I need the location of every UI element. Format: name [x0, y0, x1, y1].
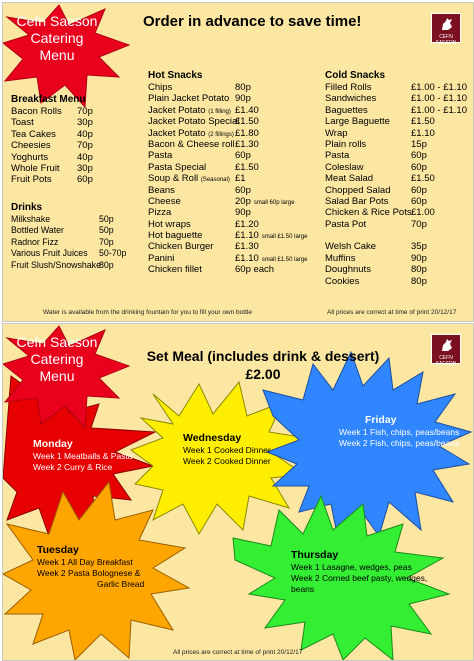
price-value: £1.50 — [235, 161, 259, 173]
item-name: Yoghurts — [11, 151, 49, 163]
day-monday — [33, 437, 133, 473]
price-value: 70p — [411, 218, 427, 230]
price-value: 60p — [235, 150, 251, 162]
title-line: Cefn Saeson — [16, 334, 98, 350]
item-price — [77, 174, 93, 185]
drinks-title: Drinks — [11, 202, 43, 213]
price-value: 90p — [235, 93, 251, 105]
item-price — [411, 128, 435, 139]
price-value: 60p — [411, 161, 427, 173]
item-name: Hot wraps — [148, 218, 191, 230]
menu-item — [11, 163, 101, 174]
menu-item — [148, 230, 308, 241]
item-name: Chicken & Rice Pots — [325, 207, 412, 219]
item-name: Bottled Water — [11, 225, 64, 236]
item-price — [411, 264, 427, 275]
menu-item — [148, 264, 308, 275]
price-value: 35p — [411, 241, 427, 253]
price-value: £1.50 — [235, 116, 259, 128]
menu-item — [325, 139, 470, 150]
item-name: Plain rolls — [325, 138, 367, 150]
price-value: 60p — [411, 150, 427, 162]
item-price — [411, 162, 427, 173]
logo-text: CEFN SAESON — [435, 34, 457, 46]
item-price — [77, 163, 93, 174]
menu-item — [11, 129, 101, 140]
item-price — [99, 260, 114, 271]
item-note: (2 fillings) — [208, 131, 234, 138]
menu-item — [325, 253, 470, 264]
price-value: £1.80 — [235, 127, 259, 139]
item-name: Radnor Fizz — [11, 236, 59, 247]
cold-snacks-list — [325, 82, 470, 287]
price-value: £1 — [235, 173, 246, 185]
price-value: 50p — [99, 214, 114, 224]
day-line: Week 2 Fish, chips, peas/beans — [339, 438, 460, 448]
price-value: £1.30 — [235, 241, 259, 253]
cold-snacks-title: Cold Snacks — [325, 70, 386, 81]
item-name: Pasta — [148, 150, 173, 162]
item-name: Doughnuts — [325, 264, 371, 276]
day-friday — [339, 413, 469, 449]
title-line: Menu — [39, 368, 75, 384]
item-name: Pasta Pot — [325, 218, 367, 230]
price-value: £1.00 - £1.10 — [411, 104, 467, 116]
price-value: 80p — [411, 275, 427, 287]
menu-item — [11, 152, 101, 163]
day-line: Week 1 Cooked Dinner — [183, 445, 271, 455]
menu-item — [325, 162, 470, 173]
item-price — [411, 105, 467, 116]
item-name: Wrap — [325, 127, 348, 139]
price-extra: small 60p large — [253, 199, 295, 206]
price-value: 15p — [411, 138, 427, 150]
item-name: Chopped Salad — [325, 184, 391, 196]
item-price — [411, 207, 435, 218]
item-name: Cheesies — [11, 140, 51, 152]
menu-item — [148, 139, 308, 150]
day-name: Monday — [33, 438, 73, 450]
menu-item — [148, 185, 308, 196]
item-name: Fruit Pots — [11, 174, 52, 186]
menu-item — [325, 105, 470, 116]
menu-item — [325, 230, 470, 241]
day-name: Wednesday — [183, 432, 242, 444]
price-value: £1.10 — [235, 230, 259, 242]
item-price — [411, 253, 427, 264]
item-name: Jacket Potato — [148, 104, 209, 116]
price-value: 90p — [411, 252, 427, 264]
price-value: 60p — [235, 184, 251, 196]
breakfast-list — [11, 106, 101, 186]
item-name: Panini — [148, 252, 175, 264]
menu-item — [11, 225, 131, 236]
day-line: Week 1 Lasagne, wedges, peas — [291, 562, 412, 572]
day-name: Friday — [365, 414, 397, 426]
menu-item — [325, 116, 470, 127]
item-name: Milkshake — [11, 214, 51, 224]
price-value: 40p — [77, 128, 93, 140]
price-value: 80p — [99, 259, 114, 270]
item-price — [99, 248, 126, 259]
menu-item — [148, 82, 308, 93]
day-line: Week 2 Pasta Bolognese & — [37, 568, 141, 578]
day-thursday — [291, 548, 427, 595]
price-value: 60p each — [235, 264, 275, 276]
item-name: Cookies — [325, 275, 360, 287]
item-note: (Seasonal) — [200, 177, 230, 184]
item-name: Cheese — [148, 195, 181, 207]
item-name: Soup & Roll — [148, 173, 201, 185]
day-line: Garlic Bread — [97, 579, 145, 589]
menu-item — [148, 105, 308, 116]
menu-item — [325, 241, 470, 252]
item-price — [411, 185, 427, 196]
page-headline: Order in advance to save time! — [143, 13, 362, 30]
menu-item — [325, 128, 470, 139]
menu-item — [148, 128, 308, 139]
menu-item — [11, 248, 131, 259]
menu-item — [11, 140, 101, 151]
menu-item — [325, 93, 470, 104]
day-wednesday — [183, 431, 271, 467]
price-value: £1.00 - £1.10 — [411, 82, 467, 93]
price-value: £1.50 — [411, 116, 435, 128]
item-price — [99, 225, 114, 236]
price-value: 50p — [99, 225, 114, 236]
hot-snacks-list — [148, 82, 308, 276]
price-note: All prices are correct at time of print 20/12/17 — [173, 649, 303, 656]
item-name: Baguettes — [325, 104, 368, 116]
item-name: Bacon Rolls — [11, 106, 62, 117]
rooster-icon — [440, 18, 454, 31]
day-line: Week 1 Fish, chips, peas/beans — [339, 427, 460, 437]
item-price — [77, 152, 93, 163]
item-name: Bacon & Cheese roll — [148, 138, 235, 150]
menu-item — [11, 117, 101, 128]
menu-item — [148, 241, 308, 252]
breakfast-title: Breakfast Menu — [11, 94, 86, 105]
set-meal-price: £2.00 — [245, 366, 281, 382]
item-name: Tea Cakes — [11, 128, 56, 140]
title-line: Cefn Saeson — [16, 13, 98, 29]
day-name: Thursday — [291, 549, 339, 561]
drinks-list — [11, 214, 131, 271]
menu-item — [325, 264, 470, 275]
price-value: £1.10 — [411, 127, 435, 139]
item-note: (1 filling) — [208, 108, 231, 115]
school-logo — [431, 334, 461, 367]
price-value: 20p — [235, 195, 251, 207]
item-price — [411, 116, 435, 127]
item-name: Sandwiches — [325, 93, 377, 105]
price-value: £1.50 — [411, 173, 435, 185]
menu-panel-bottom — [2, 323, 474, 661]
title-line: Menu — [39, 47, 75, 63]
price-value: 60p — [411, 195, 427, 207]
item-name: Chicken fillet — [148, 264, 202, 276]
item-name: Filled Rolls — [325, 82, 372, 93]
water-note: Water is available from the drinking fountain for you to fill your own bottle — [43, 309, 252, 316]
menu-item — [148, 207, 308, 218]
item-name: Pizza — [148, 207, 172, 219]
menu-item — [325, 173, 470, 184]
price-extra: small £1.50 large — [261, 234, 308, 241]
day-line: Week 2 Curry & Rice — [33, 462, 113, 472]
menu-item — [325, 196, 470, 207]
item-name: Toast — [11, 117, 34, 129]
price-value: 30p — [77, 117, 93, 129]
day-name: Tuesday — [37, 544, 79, 556]
price-value: 50-70p — [99, 248, 127, 259]
set-meal-title: Set Meal (includes drink & dessert) — [146, 348, 380, 364]
rooster-icon — [440, 339, 454, 352]
menu-item — [148, 93, 308, 104]
item-price — [77, 117, 93, 128]
item-name: Chips — [148, 82, 173, 93]
item-name: Pasta — [325, 150, 350, 162]
item-price — [99, 214, 114, 225]
menu-item — [325, 276, 470, 287]
title-line: Catering — [30, 30, 84, 46]
item-price — [411, 139, 427, 150]
item-name: Fruit Slush/Snowshake — [11, 259, 101, 270]
menu-item — [148, 219, 308, 230]
price-extra: small £1.50 large — [261, 256, 308, 263]
price-value: 60p — [411, 184, 427, 196]
item-name: Meat Salad — [325, 173, 374, 185]
menu-item — [11, 214, 131, 225]
menu-item — [148, 173, 308, 184]
menu-item — [11, 237, 131, 248]
day-line: Week 2 Corned beef pasty, wedges, — [291, 573, 428, 583]
item-price — [77, 140, 93, 151]
price-value: 90p — [235, 207, 251, 219]
item-name: Chicken Burger — [148, 241, 214, 253]
school-logo — [431, 13, 461, 46]
menu-item — [148, 150, 308, 161]
item-name: Whole Fruit — [11, 162, 60, 174]
price-value: £1.20 — [235, 218, 259, 230]
item-name: Pasta Special — [148, 161, 207, 173]
day-tuesday — [37, 543, 144, 590]
price-value: 70p — [77, 140, 93, 152]
price-value: £1.00 — [411, 207, 435, 219]
item-name: Hot baguette — [148, 230, 203, 242]
item-price — [411, 196, 427, 207]
logo-text: CEFN SAESON — [435, 355, 457, 367]
item-price — [411, 276, 427, 287]
item-name: Salad Bar Pots — [325, 195, 389, 207]
item-name: Various Fruit Juices — [11, 248, 88, 259]
price-value: £1.40 — [235, 104, 259, 116]
price-value: 40p — [77, 151, 93, 163]
item-price — [411, 82, 467, 93]
item-name: Welsh Cake — [325, 241, 377, 253]
item-price — [411, 150, 427, 161]
item-name: Jacket Potato Special — [148, 116, 240, 128]
menu-item — [148, 162, 308, 173]
item-name: Beans — [148, 184, 175, 196]
price-value: 60p — [77, 174, 93, 186]
item-price — [411, 219, 427, 230]
price-value: 30p — [77, 162, 93, 174]
day-line: beans — [291, 584, 315, 594]
day-line: Week 1 All Day Breakfast — [37, 557, 133, 567]
menu-item — [11, 174, 101, 185]
item-price — [235, 264, 277, 277]
price-note: All prices are correct at time of print 20/12/17 — [327, 309, 457, 316]
menu-item — [325, 82, 470, 93]
item-name: Large Baguette — [325, 116, 390, 128]
item-name: Muffins — [325, 252, 356, 264]
price-value: 80p — [235, 82, 251, 93]
menu-item — [325, 207, 470, 218]
day-line: Week 2 Cooked Dinner — [183, 456, 271, 466]
menu-item — [148, 253, 308, 264]
item-name: Jacket Potato — [148, 127, 209, 139]
menu-item — [325, 219, 470, 230]
price-value: 70p — [99, 236, 114, 247]
price-value: £1.00 - £1.10 — [411, 93, 467, 105]
menu-item — [148, 116, 308, 127]
menu-item — [11, 106, 101, 117]
item-price — [411, 173, 435, 184]
price-value: £1.10 — [235, 252, 259, 264]
menu-panel-top — [2, 2, 474, 322]
item-price — [77, 129, 93, 140]
menu-item — [11, 260, 131, 271]
title-line: Catering — [30, 351, 84, 367]
price-value: 80p — [411, 264, 427, 276]
price-value: £1.30 — [235, 138, 259, 150]
menu-item — [325, 150, 470, 161]
item-price — [99, 237, 114, 248]
item-price — [77, 106, 93, 117]
menu-item — [325, 185, 470, 196]
price-value: 70p — [77, 106, 93, 117]
item-price — [411, 93, 467, 104]
hot-snacks-title: Hot Snacks — [148, 70, 203, 81]
item-name: Coleslaw — [325, 161, 364, 173]
day-line: Week 1 Meatballs & Pasta — [33, 451, 133, 461]
menu-item — [148, 196, 308, 207]
item-name: Plain Jacket Potato — [148, 93, 230, 105]
item-price — [411, 241, 427, 252]
